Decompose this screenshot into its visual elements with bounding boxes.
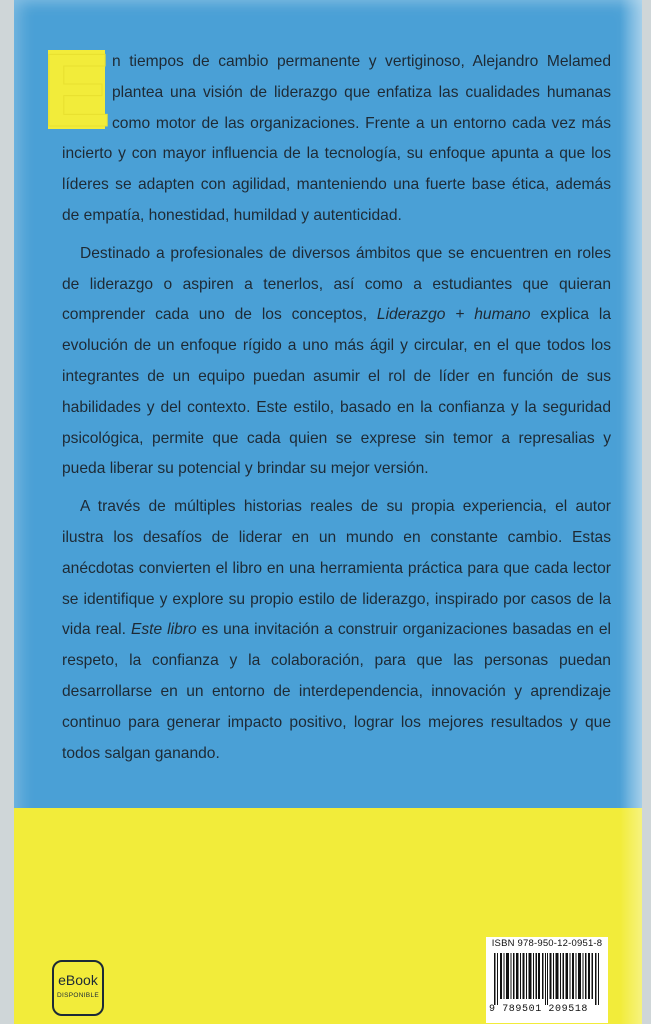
paragraph-2 <box>62 239 611 485</box>
plastic-shine <box>620 0 642 1024</box>
paragraph-1 <box>62 47 611 232</box>
barcode-icon <box>494 953 600 1005</box>
ebook-label: eBook <box>58 972 98 988</box>
paragraph-3-text-a: A través de múltiples historias reales de su propia experiencia, el autor ilustra los desafíos de liderar en un mundo en constante cambio. Estas anécdotas convierten el libro en una herramienta práctica para que cada lector se identifique y explore su propio estilo de liderazgo, inspirado por casos de la vida real. <box>62 498 611 639</box>
book-back-cover <box>14 0 642 1024</box>
synopsis-text <box>62 47 611 776</box>
isbn-barcode-box <box>486 937 608 1023</box>
ebook-available-label: DISPONIBLE <box>56 992 99 999</box>
dropcap-gap <box>62 47 112 139</box>
dropcap-letter: E <box>41 33 112 149</box>
book-title-italic: Liderazgo + humano <box>376 306 531 324</box>
this-book-italic: Este libro <box>130 621 197 639</box>
isbn-label: ISBN 978-950-12-0951-8 <box>491 938 603 949</box>
paragraph-1-text: n tiempos de cambio permanente y vertiginoso, Alejandro Melamed plantea una visión de liderazgo que enfatiza las cualidades humanas como motor de las organizaciones. Frente a un entorno cada vez más incierto y con mayor influencia de la tecnología, su enfoque apunta a que los líderes se adapten con agilidad, manteniendo una fuerte base ética, además de empatía, honestidad, humildad y autenticidad. <box>62 53 611 224</box>
ebook-badge <box>52 960 104 1016</box>
paragraph-3-text-b: es una invitación a construir organizaciones basadas en el respeto, la confianza y la colaboración, para que las personas puedan desarrollarse en un entorno de interdependencia, innovación y aprendizaje continuo para generar impacto positivo, lograr los mejores resultados y que todos salgan ganando. <box>62 621 611 762</box>
paragraph-2-text-a: Destinado a profesionales de diversos ámbitos que se encuentren en roles de liderazgo o aspiren a tenerlos, así como a estudiantes que quieran comprender cada uno de los conceptos, <box>62 244 611 324</box>
barcode-digits: 9 789501 209518 <box>489 1004 589 1015</box>
paragraph-2-text-b: explica la evolución de un enfoque rígido a uno más ágil y circular, en el que todos los integrantes de un equipo puedan asumir el rol de líder en función de sus habilidades y del contexto. Este estilo, basado en la confianza y la seguridad psicológica, permite que cada quien se exprese sin temor a represalias y pueda liberar su potencial y brindar su mejor versión. <box>62 306 612 478</box>
paragraph-3 <box>62 492 611 769</box>
